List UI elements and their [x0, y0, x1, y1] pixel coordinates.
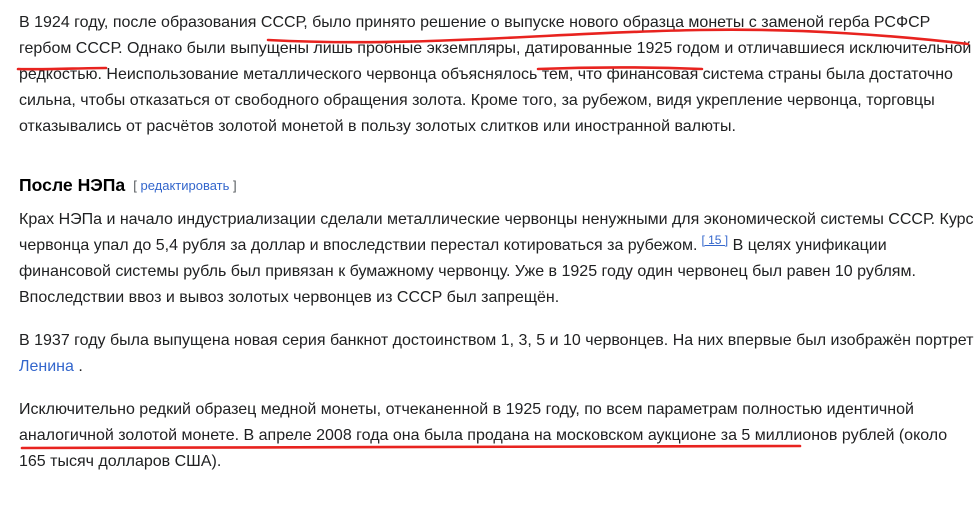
paragraph-1937-text-a: В 1937 году была выпущена новая серия банкнот достоинством 1, 3, 5 и 10 червонцев. На них впервые был изображён портрет: [19, 332, 974, 349]
paragraph-nep: [19, 207, 974, 311]
edit-section-link[interactable]: редактировать: [140, 178, 230, 193]
edit-bracket-close: ]: [233, 178, 237, 193]
paragraph-copper-coin: Исключительно редкий образец медной монеты, отчеканенной в 1925 году, по всем параметрам полностью идентичной аналогичной золотой монете. В апреле 2008 года она была продана на московском аукционе за 5 миллионов рублей (около 165 тысяч долларов США).: [19, 401, 948, 470]
paragraph-1937: [19, 328, 974, 380]
paragraph-nep-text-a: Крах НЭПа и начало индустриализации сделали металлические червонцы ненужными для экономической системы СССР. Курс червонца упал до 5,4 рубля за доллар и впоследствии перестал котироваться за рубежом.: [19, 211, 974, 254]
edit-section-bracket: [133, 178, 236, 193]
paragraph-1937-text-b: .: [73, 358, 83, 375]
reference-15-link[interactable]: [ 15 ]: [701, 232, 729, 247]
lenin-link[interactable]: Ленина: [19, 358, 74, 375]
section-title: После НЭПа: [19, 175, 126, 195]
section-heading: [19, 172, 974, 199]
edit-bracket-open: [: [133, 178, 137, 193]
paragraph-1924: В 1924 году, после образования СССР, было принято решение о выпуске нового образца монеты с заменой герба РСФСР гербом СССР. Однако были выпущены лишь пробные экземпляры, датированные 1925 годом и отличавшиеся исключительной редкостью. Неиспользование металлического червонца объяснялось тем, что финансовая система страны была достаточно сильна, чтобы отказаться от свободного обращения золота. Кроме того, за рубежом, видя укрепление червонца, торговцы отказывались от расчётов золотой монетой в пользу золотых слитков или иностранной валюты.: [19, 14, 972, 135]
article-content: [19, 10, 974, 475]
paragraph-nep-text-b: В целях унификации финансовой системы рубль был привязан к бумажному червонцу. Уже в 1925 году один червонец был равен 10 рублям. Впоследствии ввоз и вывоз золотых червонцев из СССР был запрещён.: [19, 237, 916, 306]
